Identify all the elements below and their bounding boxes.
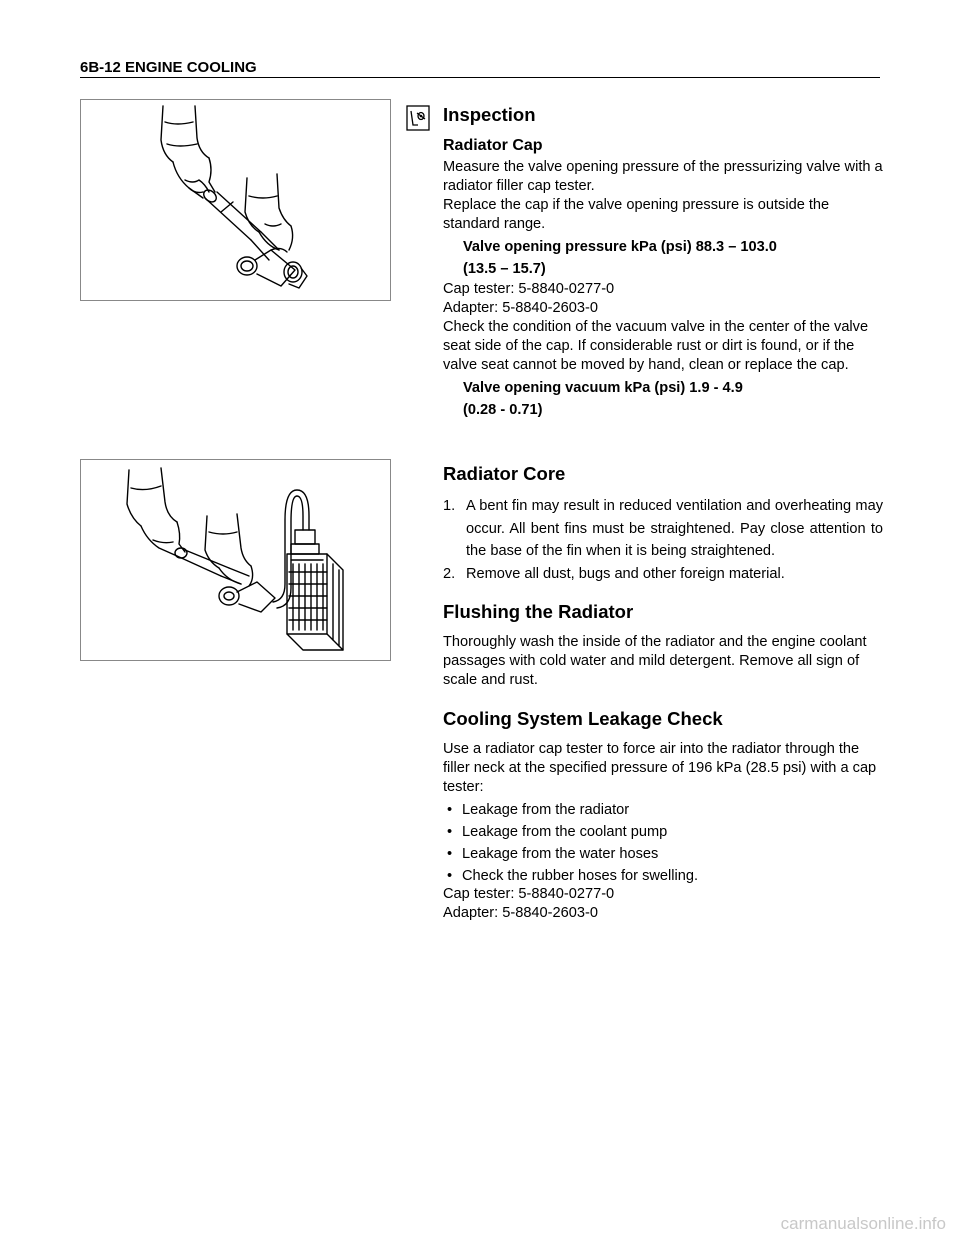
leakage-cap-tester-part: Cap tester: 5-8840-0277-0 (443, 886, 615, 902)
vacuum-spec-line-1: Valve opening vacuum kPa (psi) 1.9 - 4.9 (463, 380, 743, 396)
flushing-text: Thoroughly wash the inside of the radiator and the engine coolant passages with cold water and mild detergent. Remove all sign of scale and rust. (443, 634, 867, 688)
radiator-cap-heading: Radiator Cap (443, 137, 543, 154)
list-item (443, 799, 883, 821)
list-item (443, 821, 883, 843)
radiator-tester-illustration (81, 460, 390, 660)
leakage-heading: Cooling System Leakage Check (443, 708, 723, 729)
radiator-core-section (443, 463, 883, 585)
adapter-part: Adapter: 5-8840-2603-0 (443, 300, 598, 316)
bullet-icon: • (447, 824, 453, 840)
flushing-heading: Flushing the Radiator (443, 601, 634, 622)
inspection-heading: Inspection (443, 104, 536, 125)
pressure-spec-line-2: (13.5 – 15.7) (463, 261, 546, 277)
list-item-text: Leakage from the coolant pump (462, 824, 668, 840)
bullet-icon: • (447, 846, 453, 862)
radiator-core-list (443, 495, 883, 585)
list-item (443, 843, 883, 865)
radiator-cap-text-1: Measure the valve opening pressure of the pressurizing valve with a radiator filler cap tester. (443, 159, 883, 194)
list-item-text: Leakage from the radiator (462, 802, 630, 818)
figure-cap-tester (80, 99, 391, 301)
pressure-spec-line-1: Valve opening pressure kPa (psi) 88.3 – 103.0 (463, 239, 777, 255)
cap-tester-part: Cap tester: 5-8840-0277-0 (443, 281, 615, 297)
footer-watermark: carmanualsonline.info (780, 1214, 946, 1233)
list-item (443, 495, 883, 563)
bullet-icon: • (447, 868, 453, 884)
vacuum-spec-line-2: (0.28 - 0.71) (463, 402, 543, 418)
list-item-text: A bent fin may result in reduced ventilation and overheating may occur. All bent fins must be straightened. Pay close attention to the base of the fin when it is being straightened. (466, 498, 883, 559)
inspection-icon (406, 105, 430, 131)
page-header-title: 6B-12 ENGINE COOLING (80, 59, 257, 76)
radiator-cap-text-3: Check the condition of the vacuum valve in the center of the valve seat side of the cap. If considerable rust or dirt is found, or if the valve seat cannot be moved by hand, clean or replace the cap. (443, 319, 869, 373)
leakage-adapter-part: Adapter: 5-8840-2603-0 (443, 905, 598, 921)
radiator-core-heading: Radiator Core (443, 463, 566, 484)
flushing-section (443, 601, 883, 690)
list-item (443, 563, 883, 586)
radiator-cap-text-2: Replace the cap if the valve opening pressure is outside the standard range. (443, 197, 830, 232)
list-item-text: Remove all dust, bugs and other foreign material. (466, 565, 785, 582)
list-item (443, 865, 883, 887)
figure-radiator-tester (80, 459, 391, 661)
inspection-section (443, 104, 883, 421)
list-item-text: Check the rubber hoses for swelling. (462, 868, 699, 884)
bullet-icon: • (447, 802, 453, 818)
leakage-list (443, 799, 883, 887)
leakage-section (443, 708, 883, 923)
leakage-text: Use a radiator cap tester to force air into the radiator through the filler neck at the specified pressure of 196 kPa (28.5 psi) with a cap tester: (443, 741, 877, 795)
cap-tester-illustration (81, 100, 390, 300)
list-item-text: Leakage from the water hoses (462, 846, 659, 862)
list-item-number: 2. (443, 565, 456, 582)
page-header (80, 59, 880, 78)
list-item-number: 1. (443, 498, 456, 514)
